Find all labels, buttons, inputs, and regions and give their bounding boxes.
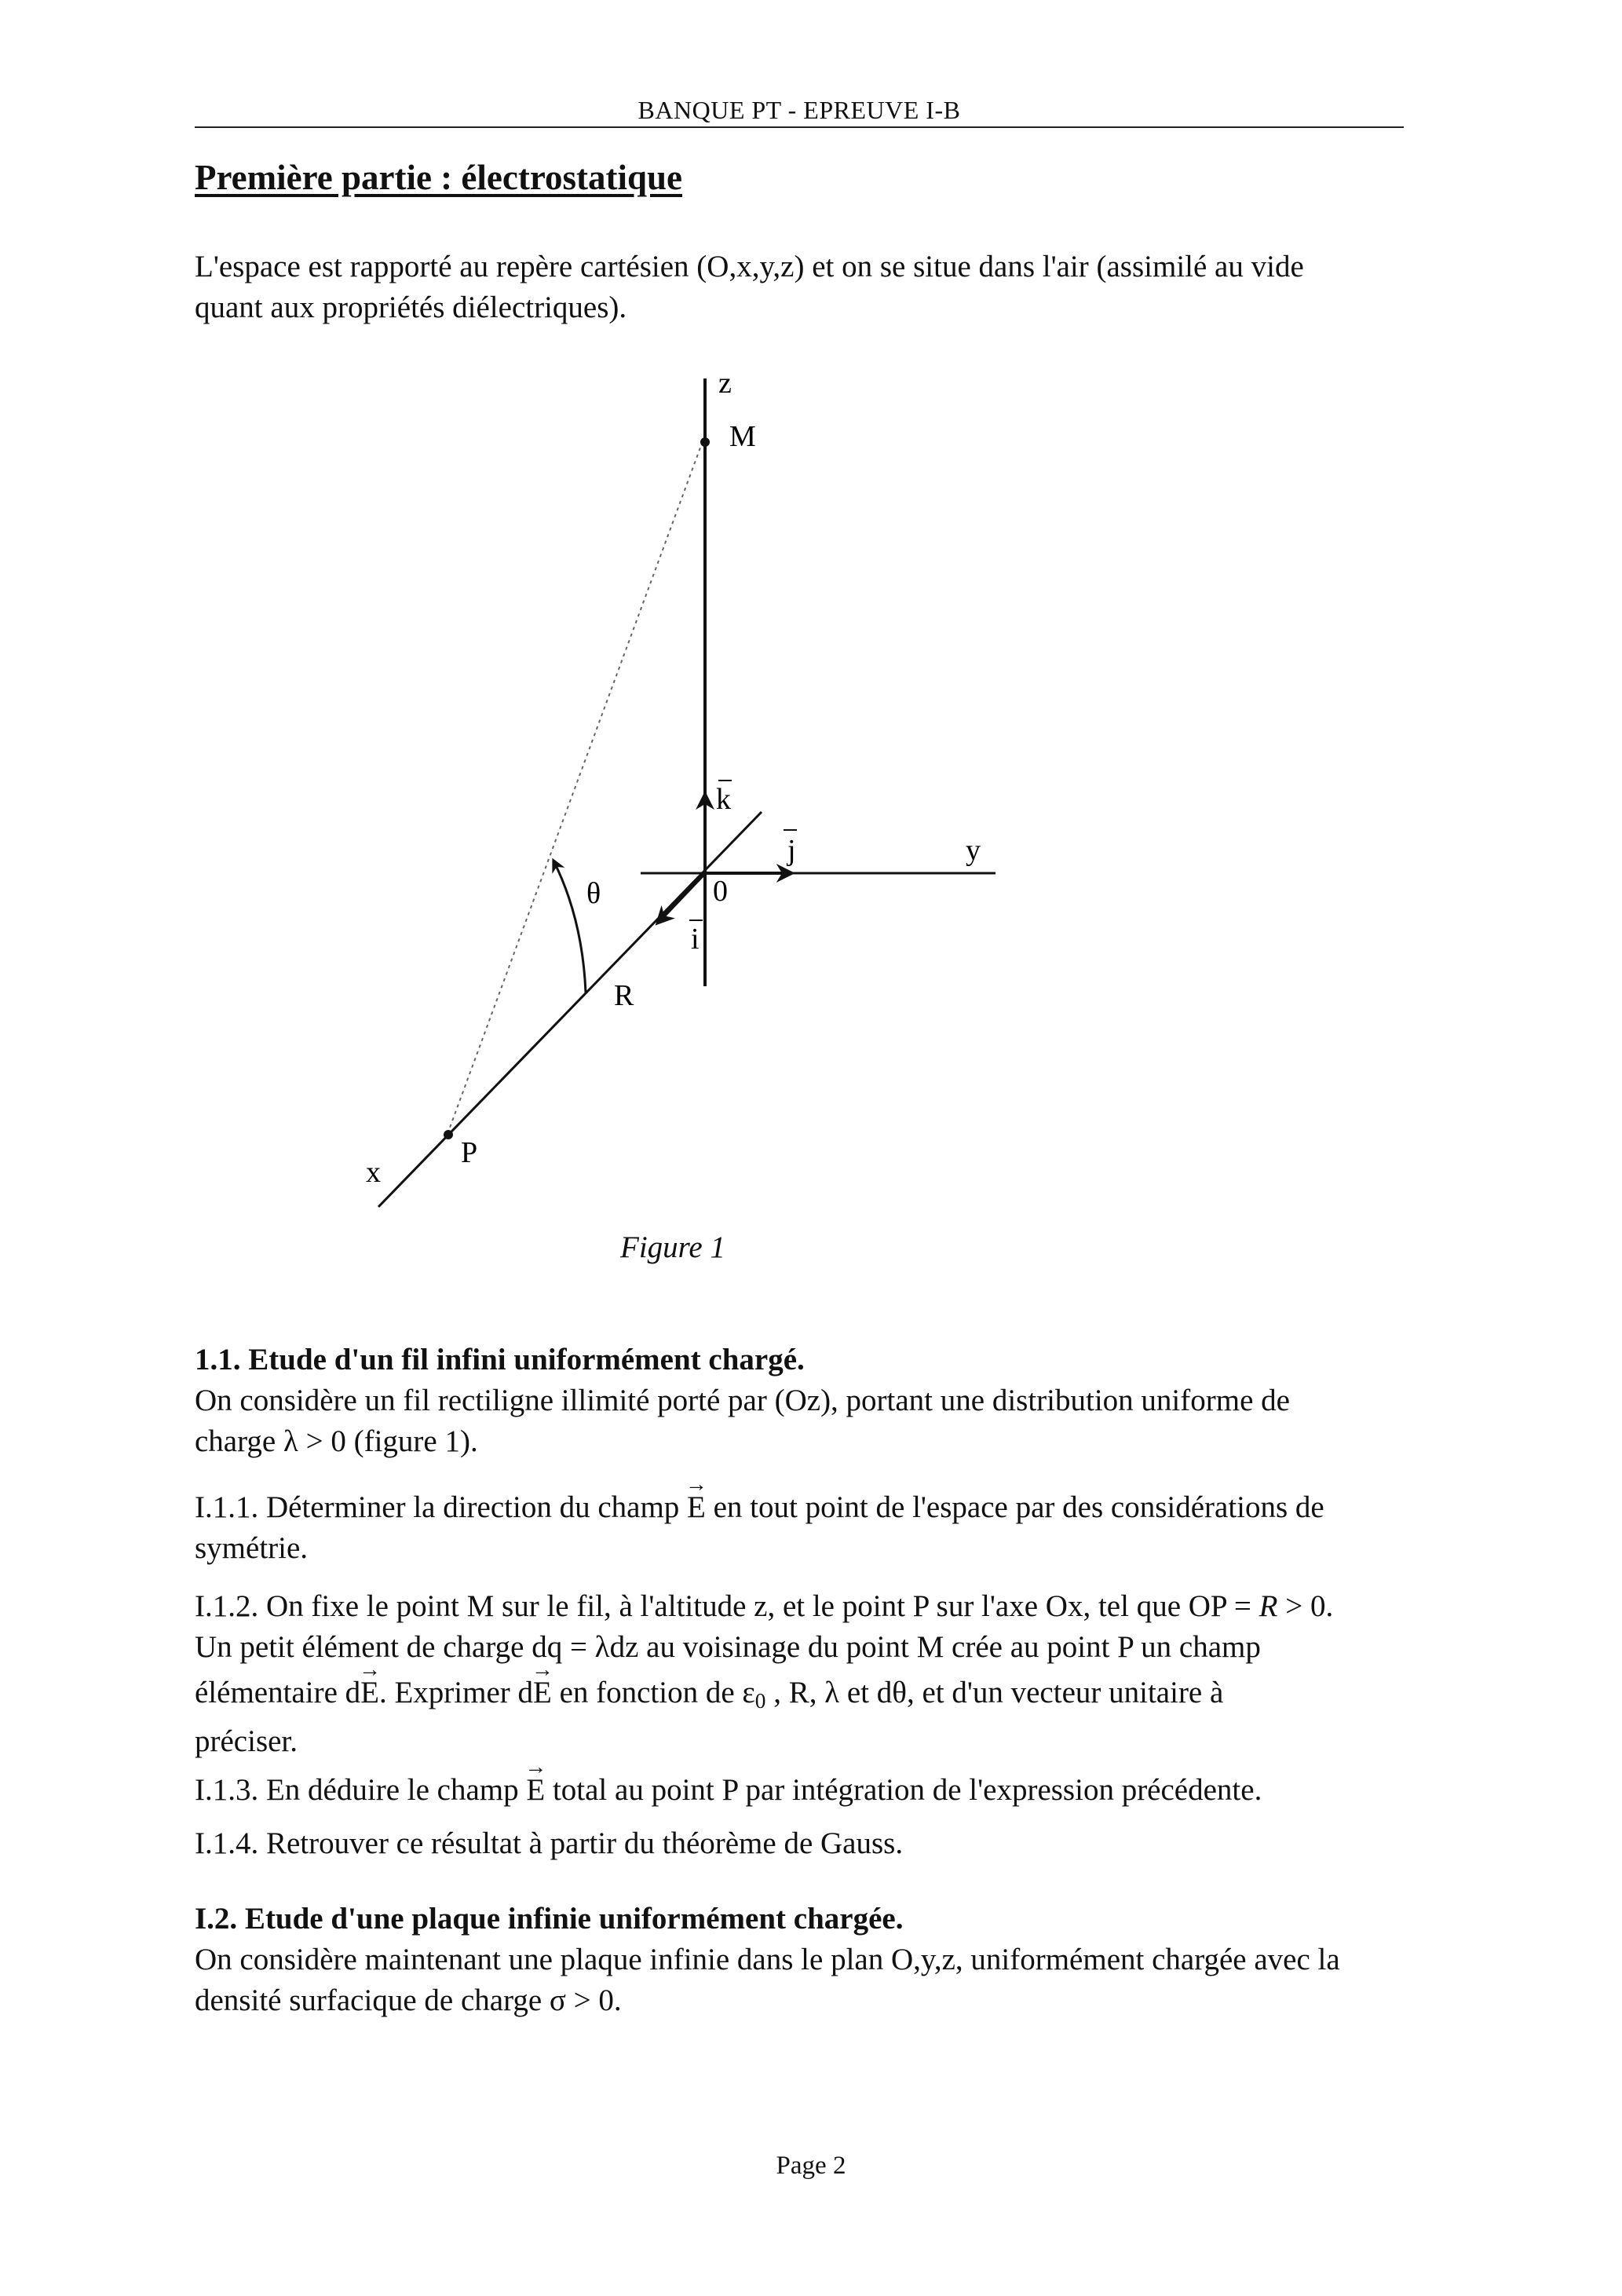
label-theta: θ — [586, 877, 601, 910]
mp-dotted-line — [448, 441, 703, 1134]
label-y: y — [966, 834, 981, 867]
label-p: P — [461, 1136, 478, 1169]
label-origin: 0 — [713, 875, 728, 908]
question-i-1-1 — [195, 1487, 1435, 1569]
section-1-2-line-1: On considère maintenant une plaque infinie dans le plan O,y,z, uniformément chargée avec la — [195, 1943, 1340, 1976]
intro-line-2: quant aux propriétés diélectriques). — [195, 291, 627, 324]
q113-text-a: I.1.3. En déduire le champ — [195, 1773, 519, 1807]
label-k: k — [716, 783, 731, 816]
q112-r-symbol: R — [1259, 1589, 1278, 1623]
vector-i-arrow — [658, 873, 705, 923]
label-i: i — [691, 923, 700, 956]
section-1-1-heading: 1.1. Etude d'un fil infini uniformément chargé. — [195, 1343, 805, 1377]
part-title: Première partie : électrostatique — [195, 158, 682, 197]
label-m: M — [729, 420, 756, 453]
question-i-1-2-line-1 — [195, 1586, 1435, 1627]
q112-text-b: > 0. — [1285, 1589, 1334, 1623]
page-number: Page 2 — [776, 2152, 846, 2180]
section-1-1 — [195, 1340, 1435, 1462]
question-i-1-2-line-3 — [195, 1673, 1435, 1721]
section-1-2-heading: I.2. Etude d'une plaque infinie uniformément chargée. — [195, 1902, 904, 1936]
vector-e-symbol: → E — [687, 1487, 706, 1528]
vector-e-symbol-3: → E — [526, 1770, 545, 1811]
section-1-1-line-2: charge λ > 0 (figure 1). — [195, 1424, 478, 1458]
figure-caption: Figure 1 — [620, 1230, 725, 1264]
q112-text-d: . Exprimer d — [378, 1676, 533, 1709]
label-j: j — [787, 834, 796, 867]
label-x: x — [366, 1156, 381, 1189]
epsilon-subscript: 0 — [754, 1688, 766, 1713]
question-i-1-2-line-2: Un petit élément de charge dq = λdz au voisinage du point M crée au point P un champ — [195, 1630, 1261, 1664]
q113-text-b: total au point P par intégration de l'expression précédente. — [552, 1773, 1262, 1807]
question-i-1-2-line-4: préciser. — [195, 1724, 298, 1758]
intro-line-1: L'espace est rapporté au repère cartésien (O,x,y,z) et on se situe dans l'air (assimilé au vide — [195, 250, 1304, 283]
section-1-2-line-2: densité surfacique de charge σ > 0. — [195, 1983, 622, 2017]
section-1-1-line-1: On considère un fil rectiligne illimité porté par (Oz), portant une distribution uniforme de — [195, 1384, 1290, 1417]
point-p-dot — [444, 1130, 453, 1139]
question-i-1-4: I.1.4. Retrouver ce résultat à partir du théorème de Gauss. — [195, 1826, 904, 1860]
q112-text-e: en fonction de ε — [559, 1676, 755, 1709]
question-i-1-2 — [195, 1586, 1435, 1762]
q111-text-a: I.1.1. Déterminer la direction du champ — [195, 1490, 680, 1524]
question-i-1-1-line-2: symétrie. — [195, 1531, 309, 1565]
vector-de-symbol-1: → E — [360, 1673, 379, 1713]
vector-de-symbol-2: → E — [533, 1673, 552, 1713]
q112-text-c: élémentaire d — [195, 1676, 361, 1709]
section-1-2 — [195, 1899, 1435, 2021]
question-i-1-1-line-1 — [195, 1487, 1435, 1528]
question-i-1-3 — [195, 1770, 1435, 1811]
theta-arc — [553, 861, 586, 993]
point-m-dot — [700, 437, 710, 447]
q112-text-a: I.1.2. On fixe le point M sur le fil, à l'altitude z, et le point P sur l'axe Ox, tel que OP = — [195, 1589, 1251, 1623]
label-z: z — [718, 367, 732, 400]
label-r: R — [614, 979, 634, 1012]
q112-text-f: , R, λ et dθ, et d'un vecteur unitaire à — [773, 1676, 1224, 1709]
running-header: BANQUE PT - EPREUVE I-B — [637, 96, 961, 124]
q111-text-b: en tout point de l'espace par des considérations de — [713, 1490, 1324, 1524]
